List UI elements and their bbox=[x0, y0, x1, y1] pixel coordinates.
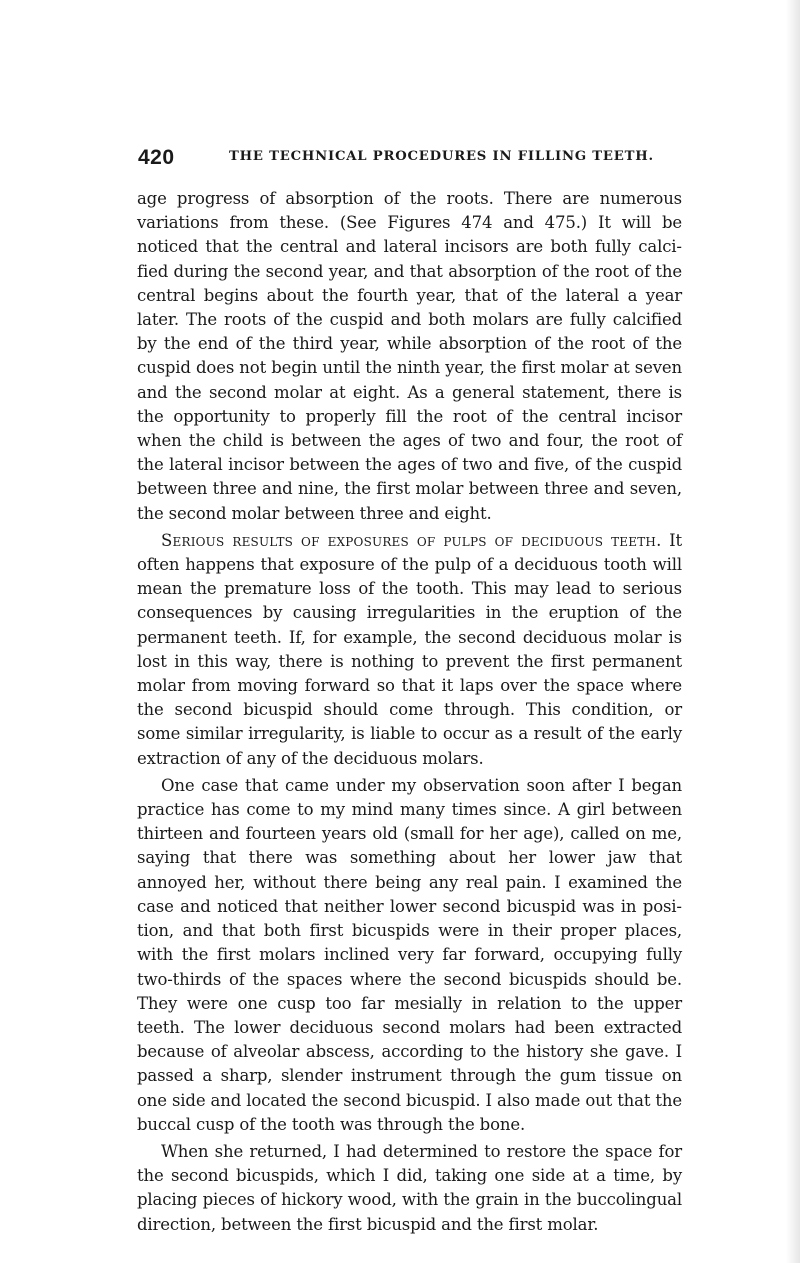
paragraph-2-text: It often happens that exposure of the pulp of a deciduous tooth will mean the premature loss of the tooth. This may lead to serious consequences by causing irregularities in the eruption of the permanent teeth. If, for example, the second deciduous molar is lost in this way, there is nothing to prevent the first permanent molar from moving forward so that it laps over the space where the second bicuspid should come through. This condition, or some similar irregularity, is liable to occur as a result of the early extraction of any of the deciduous molars. bbox=[137, 530, 682, 768]
page-edge-shadow bbox=[786, 0, 800, 1263]
running-title: THE TECHNICAL PROCEDURES IN FILLING TEETH. bbox=[229, 149, 654, 164]
body-text bbox=[137, 187, 682, 1237]
section-heading: Serious results of exposures of pulps of deciduous teeth. bbox=[161, 530, 662, 550]
running-header bbox=[138, 146, 698, 170]
page-number: 420 bbox=[138, 146, 175, 169]
paragraph-4: When she returned, I had determined to restore the space for the second bicuspids, which I did, taking one side at a time, by placing pieces of hickory wood, with the grain in the buccolingual direction, between the first bicuspid and the first molar. bbox=[137, 1141, 682, 1234]
paragraph-1: age progress of absorption of the roots. There are numerous variations from these. (See Figures 474 and 475.) It will be noticed that the central and lateral incisors are both fully calcified during the second year, and that absorption of the root of the central begins about the fourth year, that of the lateral a year later. The roots of the cuspid and both molars are fully calcified by the end of the third year, while absorption of the root of the cuspid does not begin until the ninth year, the first molar at seven and the second molar at eight. As a general statement, there is the opportunity to properly fill the root of the central incisor when the child is between the ages of two and four, the root of the lateral incisor between the ages of two and five, of the cuspid between three and nine, the first molar between three and seven, the second molar between three and eight. bbox=[137, 189, 682, 523]
paragraph-3: One case that came under my observation soon after I began practice has come to my mind many times since. A girl between thirteen and fourteen years old (small for her age), called on me, saying that there was something about her lower jaw that annoyed her, without there being any real pain. I examined the case and noticed that neither lower second bicuspid was in position, and that both first bicuspids were in their proper places, with the first molars inclined very far forward, occupying fully two-thirds of the spaces where the second bicuspids should be. They were one cusp too far mesially in relation to the upper teeth. The lower deciduous second molars had been extracted because of alveolar abscess, according to the history she gave. I passed a sharp, slender instrument through the gum tissue on one side and located the second bicuspid. I also made out that the buccal cusp of the tooth was through the bone. bbox=[137, 775, 682, 1134]
paragraph-2 bbox=[137, 529, 682, 771]
